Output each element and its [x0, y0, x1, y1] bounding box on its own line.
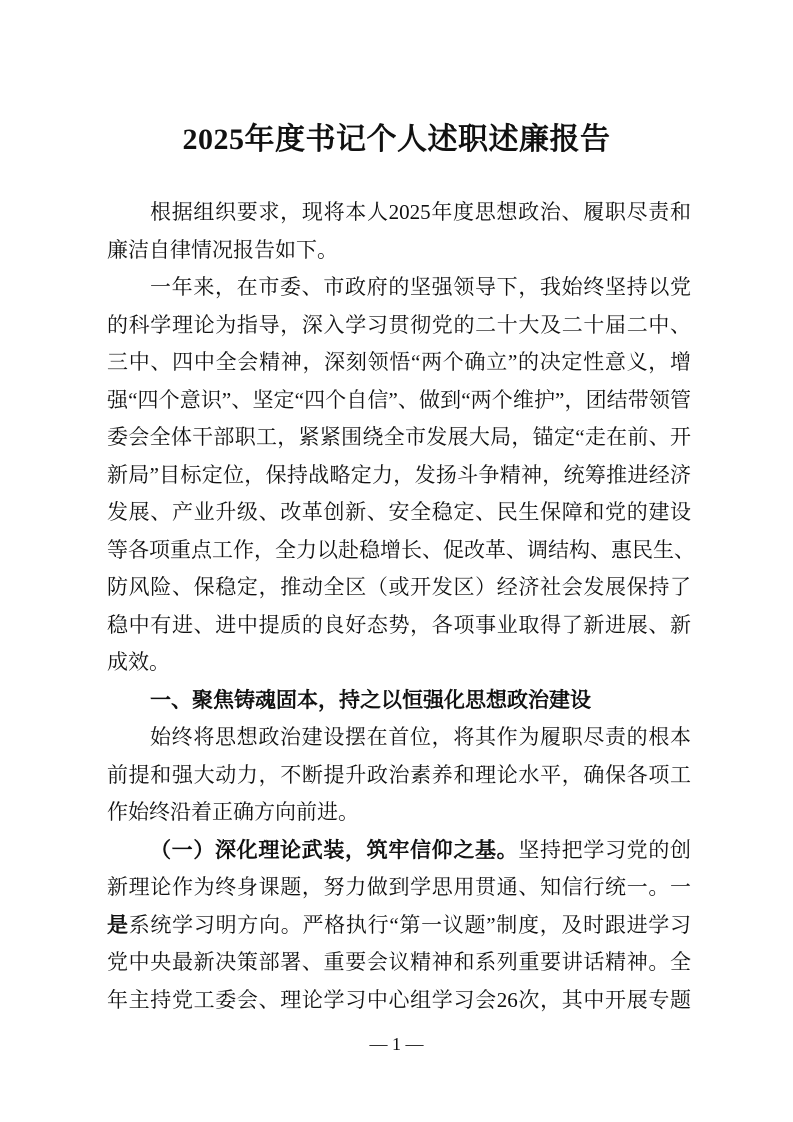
- bold-text: （一）深化理论武装，筑牢信仰之基。: [150, 837, 519, 862]
- body-text: 始终将思想政治建设摆在首位，将其作为履职尽责的根本: [150, 725, 691, 749]
- body-text: 的科学理论为指导，深入学习贯彻党的二十大及二十届二中、: [107, 312, 691, 337]
- body-text: 三中、四中全会精神，深刻领悟“两个确立”的决定性意义，增: [107, 350, 691, 374]
- body-text: 廉洁自律情况报告如下。: [107, 237, 338, 262]
- paragraph: [107, 832, 691, 1020]
- body-text: 防风险、保稳定，推动全区（或开发区）经济社会发展保持了: [107, 575, 691, 599]
- text-line: [107, 832, 691, 870]
- text-line: [107, 269, 691, 307]
- bold-text: 是: [107, 912, 129, 937]
- paragraph: [107, 194, 691, 269]
- text-line: [107, 719, 691, 757]
- body-text: 强“四个意识”、坚定“四个自信”、做到“两个维护”，团结带领管: [107, 387, 691, 412]
- text-line: [107, 907, 691, 945]
- body-text: 成效。: [107, 650, 170, 674]
- text-line: [107, 382, 691, 420]
- body-text: 年主持党工委会、理论学习中心组学习会26次，其中开展专题: [107, 987, 691, 1012]
- document-body: [107, 194, 695, 1019]
- text-line: [107, 569, 691, 607]
- document-title: 2025年度书记个人述职述廉报告: [182, 123, 611, 156]
- text-line: [107, 869, 691, 907]
- body-text: 根据组织要求，现将本人2025年度思想政治、履职尽责和: [150, 200, 691, 224]
- text-line: [107, 457, 691, 495]
- text-line: [107, 344, 691, 382]
- text-line: [107, 757, 691, 795]
- text-line: [107, 307, 691, 345]
- text-line: [107, 644, 691, 682]
- body-text: 委会全体干部职工，紧紧围绕全市发展大局，锚定“走在前、开: [107, 425, 691, 449]
- text-line: [107, 419, 691, 457]
- body-text: 新理论作为终身课题，努力做到学思用贯通、知信行统一。一: [107, 875, 691, 899]
- paragraph: [107, 719, 691, 832]
- page-number: — 1 —: [369, 1034, 424, 1054]
- text-line: [107, 794, 691, 832]
- text-line: [107, 982, 691, 1020]
- body-text: 发展、产业升级、改革创新、安全稳定、民生保障和党的建设: [107, 500, 691, 524]
- body-text: 坚持把学习党的创: [518, 837, 692, 862]
- text-line: [107, 194, 691, 232]
- body-text: 作始终沿着正确方向前进。: [107, 800, 359, 824]
- text-line: [107, 494, 691, 532]
- bold-text: 一、聚焦铸魂固本，持之以恒强化思想政治建设: [150, 687, 591, 712]
- text-line: [107, 532, 695, 570]
- body-text: 新局”目标定位，保持战略定力，发扬斗争精神，统筹推进经济: [107, 462, 691, 487]
- text-line: [107, 232, 691, 270]
- paragraph: [107, 269, 695, 682]
- text-line: [107, 944, 691, 982]
- body-text: 党中央最新决策部署、重要会议精神和系列重要讲话精神。全: [107, 950, 691, 974]
- text-line: [107, 682, 691, 720]
- section-heading: [107, 682, 691, 720]
- body-text: 系统学习明方向。严格执行“第一议题”制度，及时跟进学习: [128, 912, 692, 937]
- body-text: 一年来，在市委、市政府的坚强领导下，我始终坚持以党: [150, 275, 691, 299]
- body-text: 前提和强大动力，不断提升政治素养和理论水平，确保各项工: [107, 762, 691, 787]
- body-text: 稳中有进、进中提质的良好态势，各项事业取得了新进展、新: [107, 612, 691, 637]
- body-text: 等各项重点工作，全力以赴稳增长、促改革、调结构、惠民生、: [107, 537, 695, 562]
- text-line: [107, 607, 691, 645]
